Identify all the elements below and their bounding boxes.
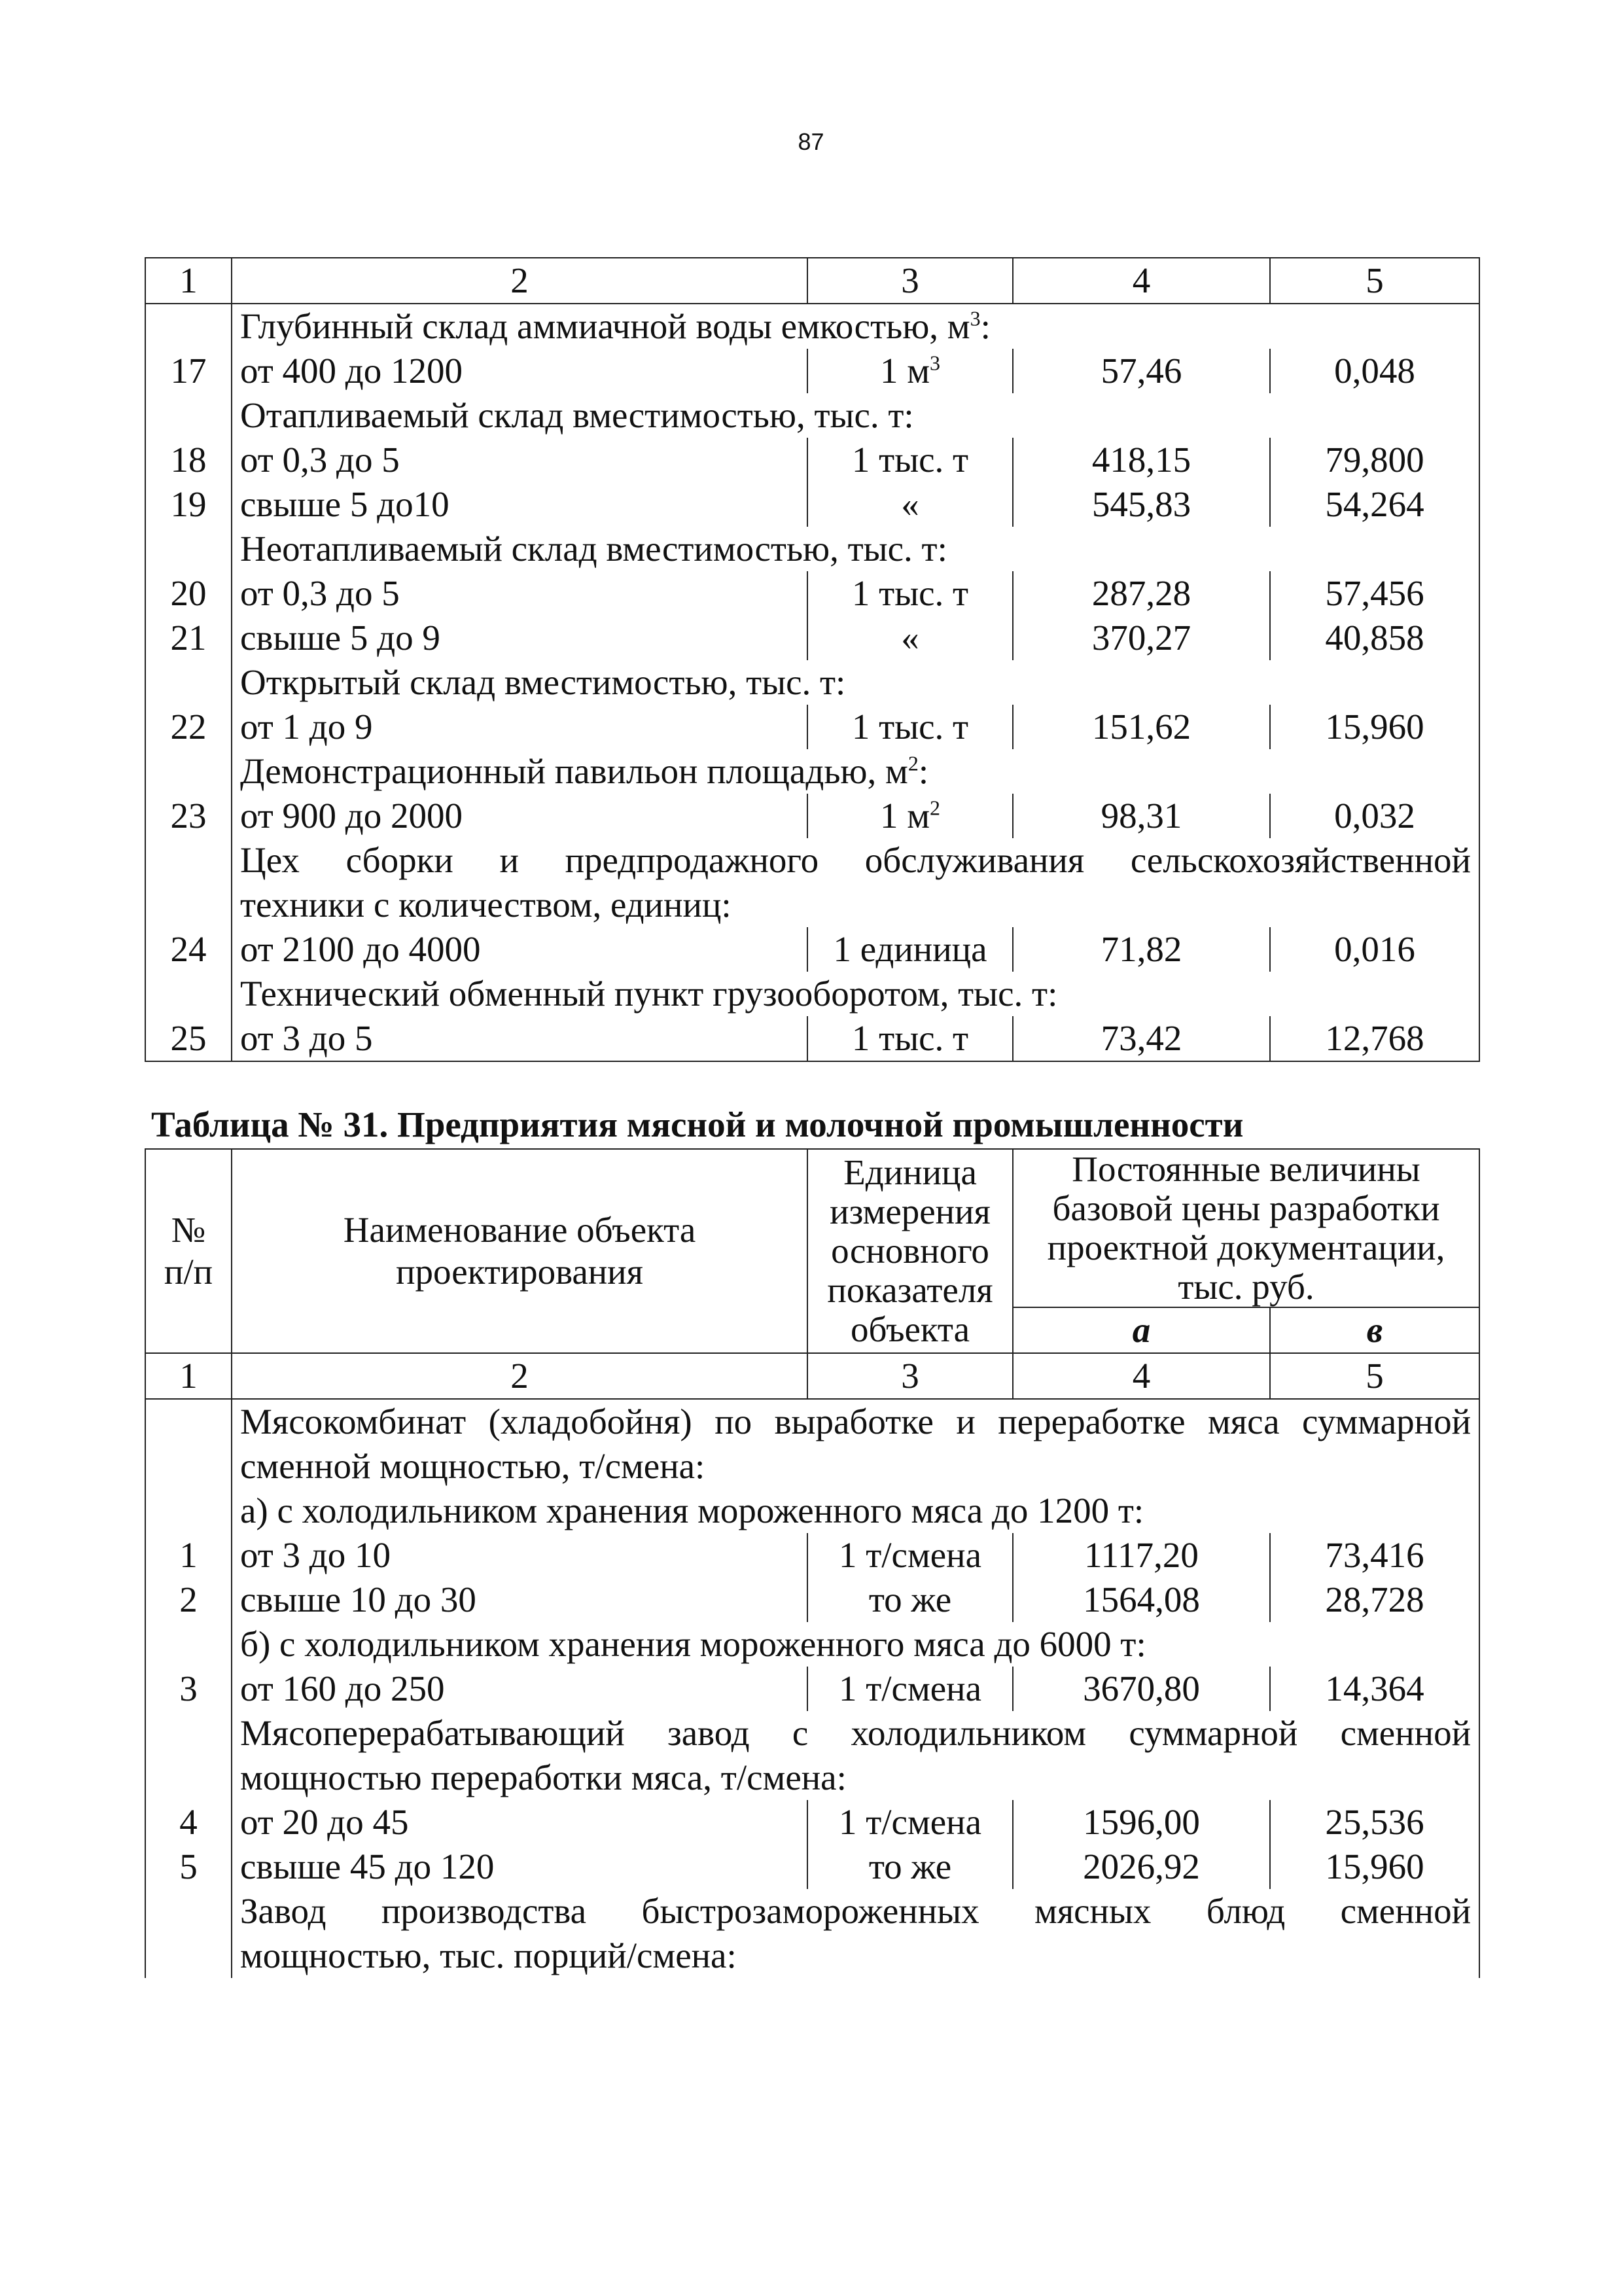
group-title — [232, 1934, 1479, 1978]
col-5: 5 — [1270, 1353, 1479, 1399]
row-number: 1 — [145, 1533, 232, 1578]
table-31 — [145, 1148, 1480, 1978]
value-a: 71,82 — [1013, 927, 1270, 972]
row-unit-text: 1 тыс. т — [851, 440, 969, 480]
table-row — [145, 1578, 1479, 1622]
row-number-empty — [145, 1489, 232, 1533]
table-row — [145, 927, 1479, 972]
row-unit-text: 1 единица — [833, 929, 987, 969]
row-unit-text: 1 м — [879, 351, 930, 391]
value-b: 28,728 — [1270, 1578, 1479, 1622]
group-row — [145, 883, 1479, 927]
col-1: 1 — [145, 1353, 232, 1399]
value-a: 73,42 — [1013, 1016, 1270, 1061]
group-title — [232, 527, 1479, 571]
value-a: 57,46 — [1013, 349, 1270, 393]
group-title-text: Демонстрационный павильон площадью, м — [240, 751, 908, 791]
value-a: 3670,80 — [1013, 1667, 1270, 1711]
group-title-text: Мясоперерабатывающий завод с холодильником суммарной сменной — [240, 1713, 1472, 1753]
column-number-row — [145, 1353, 1479, 1399]
value-a: 1564,08 — [1013, 1578, 1270, 1622]
group-title — [232, 972, 1479, 1016]
row-number-empty — [145, 1444, 232, 1489]
row-unit-text: « — [901, 618, 919, 658]
row-unit-text: 1 тыс. т — [851, 707, 969, 747]
row-unit-text: то же — [868, 1580, 952, 1619]
group-row — [145, 527, 1479, 571]
row-unit — [807, 794, 1013, 838]
header-row-top — [145, 1149, 1479, 1307]
group-row — [145, 1934, 1479, 1978]
row-unit — [807, 482, 1013, 527]
row-number: 20 — [145, 571, 232, 616]
col-5: 5 — [1270, 258, 1479, 304]
table-continuation — [145, 257, 1480, 1062]
group-title — [232, 660, 1479, 705]
table-caption: Таблица № 31. Предприятия мясной и молочной промышленности — [151, 1104, 1244, 1144]
group-title — [232, 1889, 1479, 1934]
col-1: 1 — [145, 258, 232, 304]
group-title-text: Неотапливаемый склад вместимостью, тыс. т: — [240, 529, 947, 569]
row-number: 17 — [145, 349, 232, 393]
group-title-text: Мясокомбинат (хладобойня) по выработке и переработке мяса суммарной — [240, 1402, 1472, 1441]
row-unit-text: то же — [868, 1846, 952, 1886]
row-number-empty — [145, 660, 232, 705]
group-row — [145, 1889, 1479, 1934]
row-name: от 160 до 250 — [232, 1667, 807, 1711]
value-b: 40,858 — [1270, 616, 1479, 660]
row-name: свыше 10 до 30 — [232, 1578, 807, 1622]
group-title-text: сменной мощностью, т/смена: — [240, 1446, 705, 1486]
row-number: 2 — [145, 1578, 232, 1622]
row-unit — [807, 349, 1013, 393]
col-4: 4 — [1013, 1353, 1270, 1399]
row-unit-sup: 2 — [930, 796, 941, 820]
value-a: 370,27 — [1013, 616, 1270, 660]
group-title — [232, 1711, 1479, 1756]
group-row — [145, 1622, 1479, 1667]
group-title-text: Цех сборки и предпродажного обслуживания сельскохозяйственной — [240, 840, 1471, 880]
row-number: 25 — [145, 1016, 232, 1061]
table-row — [145, 1845, 1479, 1889]
group-row — [145, 1489, 1479, 1533]
row-name: свыше 5 до 9 — [232, 616, 807, 660]
header-b: в — [1270, 1307, 1479, 1353]
value-b: 73,416 — [1270, 1533, 1479, 1578]
value-b: 25,536 — [1270, 1800, 1479, 1845]
row-unit-text: 1 т/смена — [838, 1535, 982, 1575]
row-name: от 0,3 до 5 — [232, 571, 807, 616]
row-unit — [807, 616, 1013, 660]
row-number: 19 — [145, 482, 232, 527]
row-unit-text: 1 тыс. т — [851, 1018, 969, 1058]
col-3: 3 — [807, 258, 1013, 304]
value-a: 2026,92 — [1013, 1845, 1270, 1889]
row-unit — [807, 1845, 1013, 1889]
table-row — [145, 438, 1479, 482]
row-unit-text: « — [901, 484, 919, 524]
group-title-text: б) с холодильником хранения мороженного мяса до 6000 т: — [240, 1624, 1146, 1664]
row-number-empty — [145, 393, 232, 438]
group-row — [145, 304, 1479, 349]
group-row — [145, 749, 1479, 794]
group-title — [232, 1399, 1479, 1444]
row-number-empty — [145, 883, 232, 927]
row-number: 22 — [145, 705, 232, 749]
value-b: 79,800 — [1270, 438, 1479, 482]
group-row — [145, 1444, 1479, 1489]
value-a: 98,31 — [1013, 794, 1270, 838]
table-row — [145, 482, 1479, 527]
row-unit — [807, 1016, 1013, 1061]
value-b: 0,032 — [1270, 794, 1479, 838]
col-3: 3 — [807, 1353, 1013, 1399]
col-2: 2 — [232, 1353, 807, 1399]
row-number-empty — [145, 1889, 232, 1934]
group-row — [145, 1399, 1479, 1444]
row-name: от 20 до 45 — [232, 1800, 807, 1845]
group-title — [232, 838, 1479, 883]
row-unit — [807, 1533, 1013, 1578]
group-title — [232, 393, 1479, 438]
row-unit-text: 1 тыс. т — [851, 573, 969, 613]
group-title-text: мощностью переработки мяса, т/смена: — [240, 1757, 847, 1797]
group-row — [145, 1756, 1479, 1800]
group-row — [145, 838, 1479, 883]
group-title-text: Завод производства быстрозамороженных мясных блюд сменной — [240, 1891, 1472, 1931]
header-a: а — [1013, 1307, 1270, 1353]
group-title-text: Отапливаемый склад вместимостью, тыс. т: — [240, 395, 914, 435]
value-b: 0,016 — [1270, 927, 1479, 972]
row-number: 24 — [145, 927, 232, 972]
row-name: от 900 до 2000 — [232, 794, 807, 838]
value-b: 0,048 — [1270, 349, 1479, 393]
row-number-empty — [145, 972, 232, 1016]
column-number-row — [145, 258, 1479, 304]
group-title — [232, 304, 1479, 349]
row-name: свыше 45 до 120 — [232, 1845, 807, 1889]
row-unit-text: 1 т/смена — [838, 1802, 982, 1842]
value-b: 12,768 — [1270, 1016, 1479, 1061]
row-unit-text: 1 м — [879, 796, 930, 836]
header-values: Постоянные величины базовой цены разработки проектной документации, тыс. руб. — [1013, 1149, 1479, 1307]
value-b: 15,960 — [1270, 705, 1479, 749]
group-title — [232, 1444, 1479, 1489]
row-number: 3 — [145, 1667, 232, 1711]
row-name: от 3 до 5 — [232, 1016, 807, 1061]
group-title-sup: 2 — [908, 751, 919, 775]
header-unit: Единица измерения основного показателя объекта — [807, 1149, 1013, 1353]
table-row — [145, 571, 1479, 616]
row-unit — [807, 1667, 1013, 1711]
row-unit — [807, 927, 1013, 972]
row-number: 23 — [145, 794, 232, 838]
header-num: № п/п — [145, 1149, 232, 1353]
page-number: 87 — [798, 128, 824, 155]
row-number-empty — [145, 838, 232, 883]
row-unit — [807, 571, 1013, 616]
group-title-suffix: : — [980, 306, 991, 346]
table-row — [145, 1800, 1479, 1845]
value-a: 151,62 — [1013, 705, 1270, 749]
table-row — [145, 705, 1479, 749]
group-row — [145, 660, 1479, 705]
col-4: 4 — [1013, 258, 1270, 304]
row-unit — [807, 1800, 1013, 1845]
value-a: 287,28 — [1013, 571, 1270, 616]
table-row — [145, 1667, 1479, 1711]
group-row — [145, 972, 1479, 1016]
group-row — [145, 393, 1479, 438]
row-number: 18 — [145, 438, 232, 482]
row-number-empty — [145, 1622, 232, 1667]
row-number-empty — [145, 1934, 232, 1978]
row-number: 5 — [145, 1845, 232, 1889]
row-unit — [807, 438, 1013, 482]
value-a: 1117,20 — [1013, 1533, 1270, 1578]
value-b: 54,264 — [1270, 482, 1479, 527]
value-a: 545,83 — [1013, 482, 1270, 527]
group-row — [145, 1711, 1479, 1756]
row-unit — [807, 705, 1013, 749]
table-row — [145, 1533, 1479, 1578]
row-number-empty — [145, 1399, 232, 1444]
row-number: 4 — [145, 1800, 232, 1845]
row-number: 21 — [145, 616, 232, 660]
value-b: 15,960 — [1270, 1845, 1479, 1889]
header-name: Наименование объекта проектирования — [232, 1149, 807, 1353]
row-number-empty — [145, 749, 232, 794]
row-name: от 3 до 10 — [232, 1533, 807, 1578]
group-title-text: Технический обменный пункт грузооборотом, тыс. т: — [240, 974, 1058, 1014]
group-title — [232, 749, 1479, 794]
row-unit-text: 1 т/смена — [838, 1669, 982, 1708]
row-name: от 2100 до 4000 — [232, 927, 807, 972]
table-row — [145, 794, 1479, 838]
group-title-suffix: : — [918, 751, 929, 791]
row-name: от 1 до 9 — [232, 705, 807, 749]
group-title-text: Глубинный склад аммиачной воды емкостью, м — [240, 306, 970, 346]
group-title — [232, 883, 1479, 927]
group-title-text: техники с количеством, единиц: — [240, 885, 732, 925]
table-row — [145, 1016, 1479, 1061]
value-b: 57,456 — [1270, 571, 1479, 616]
row-name: от 400 до 1200 — [232, 349, 807, 393]
group-title-text: Открытый склад вместимостью, тыс. т: — [240, 662, 846, 702]
row-name: от 0,3 до 5 — [232, 438, 807, 482]
row-number-empty — [145, 304, 232, 349]
group-title-sup: 3 — [970, 306, 981, 330]
group-title — [232, 1622, 1479, 1667]
row-unit-sup: 3 — [930, 351, 941, 375]
value-a: 418,15 — [1013, 438, 1270, 482]
row-name: свыше 5 до10 — [232, 482, 807, 527]
group-title-text: а) с холодильником хранения мороженного мяса до 1200 т: — [240, 1491, 1144, 1530]
row-number-empty — [145, 527, 232, 571]
value-a: 1596,00 — [1013, 1800, 1270, 1845]
table-row — [145, 616, 1479, 660]
value-b: 14,364 — [1270, 1667, 1479, 1711]
table-row — [145, 349, 1479, 393]
row-number-empty — [145, 1711, 232, 1756]
group-title-text: мощностью, тыс. порций/смена: — [240, 1935, 737, 1975]
group-title — [232, 1489, 1479, 1533]
group-title — [232, 1756, 1479, 1800]
col-2: 2 — [232, 258, 807, 304]
row-number-empty — [145, 1756, 232, 1800]
row-unit — [807, 1578, 1013, 1622]
